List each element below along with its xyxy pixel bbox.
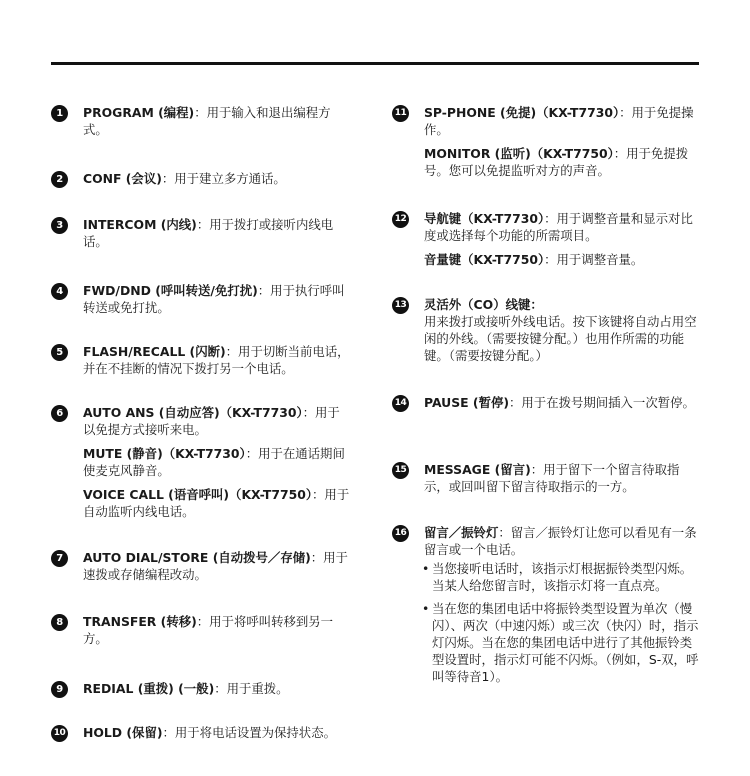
item-label: MUTE (静音)（KX-T7730）	[83, 446, 246, 461]
item-label: 留言／振铃灯	[424, 525, 499, 540]
item-description	[83, 549, 351, 583]
number-badge: 4	[51, 283, 68, 300]
item-flash-recall	[51, 343, 351, 384]
item-label: FWD/DND (呼叫转送/免打扰)	[83, 283, 258, 298]
item-text: ：用于以免提方式接听来电。	[83, 405, 340, 437]
number-badge: 8	[51, 614, 68, 631]
item-pause	[392, 394, 700, 418]
number-badge: 16	[392, 525, 409, 542]
item-description	[424, 210, 700, 244]
item-description	[83, 216, 351, 250]
item-label: AUTO ANS (自动应答)（KX-T7730）	[83, 405, 303, 420]
item-hold	[51, 724, 351, 748]
item-description	[424, 461, 700, 495]
item-description	[424, 313, 700, 364]
item-transfer	[51, 613, 351, 654]
item-description	[83, 613, 351, 647]
bullet-list	[422, 560, 700, 685]
item-text: ：用于输入和退出编程方式。	[83, 105, 331, 137]
item-label: INTERCOM (内线)	[83, 217, 197, 232]
item-text: ：用于重拨。	[214, 681, 289, 696]
item-label: MONITOR (监听)（KX-T7750）	[424, 146, 614, 161]
item-intercom	[51, 216, 351, 257]
item-label: CONF (会议)	[83, 171, 162, 186]
number-badge: 2	[51, 171, 68, 188]
item-description	[83, 404, 351, 438]
item-description	[424, 251, 700, 268]
item-text: ：用于拨打或接听内线电话。	[83, 217, 334, 249]
item-text: ：留言／振铃灯让您可以看见有一条留言或一个电话。	[424, 525, 697, 557]
item-label: PAUSE (暂停)	[424, 395, 510, 410]
item-text: ：用于调整音量。	[544, 252, 644, 267]
bullet-item: • 当在您的集团电话中将振铃类型设置为单次（慢闪）、两次（中速闪烁）或三次（快闪）时，指示灯闪烁。当在您的集团电话中进行了其他振铃类型设置时，指示灯可能不闪烁。（例如，S-双，呼叫等待音1）。	[422, 600, 700, 685]
item-label: TRANSFER (转移)	[83, 614, 197, 629]
number-badge: 7	[51, 550, 68, 567]
number-badge: 3	[51, 217, 68, 234]
item-description	[83, 343, 351, 377]
item-auto-ans	[51, 404, 351, 527]
item-fwd-dnd	[51, 282, 351, 323]
item-label: PROGRAM (编程)	[83, 105, 195, 120]
item-sp-phone	[392, 104, 700, 186]
item-message-ringer-lamp	[392, 524, 700, 691]
number-badge: 11	[392, 105, 409, 122]
item-text: ：用于免提操作。	[424, 105, 694, 137]
number-badge: 14	[392, 395, 409, 412]
number-badge: 15	[392, 462, 409, 479]
item-label: REDIAL (重拨) (一般)	[83, 681, 215, 696]
item-text: ：用于将呼叫转移到另一方。	[83, 614, 334, 646]
item-text: ：用于将电话设置为保持状态。	[162, 725, 336, 740]
item-description	[424, 145, 700, 179]
item-label: 灵活外（CO）线键：	[424, 297, 543, 312]
item-label: HOLD (保留)	[83, 725, 163, 740]
item-text: ：用于建立多方通话。	[161, 171, 286, 186]
item-auto-dial	[51, 549, 351, 590]
item-text: ：用于速拨或存储编程改动。	[83, 550, 348, 582]
item-text: ：用于免提拨号。您可以免提监听对方的声音。	[424, 146, 689, 178]
item-redial	[51, 680, 351, 704]
number-badge: 12	[392, 211, 409, 228]
item-label: VOICE CALL (语音呼叫)（KX-T7750）	[83, 487, 313, 502]
item-text: ：用于自动监听内线电话。	[83, 487, 350, 519]
item-program	[51, 104, 351, 145]
item-label: SP-PHONE (免提)（KX-T7730）	[424, 105, 620, 120]
number-badge: 13	[392, 297, 409, 314]
item-text: ：用于切断当前电话，并在不挂断的情况下拨打另一个电话。	[83, 344, 350, 376]
item-description	[83, 282, 351, 316]
item-description	[83, 445, 351, 479]
number-badge: 9	[51, 681, 68, 698]
item-conf	[51, 170, 351, 194]
item-description	[83, 486, 351, 520]
item-label: 导航键（KX-T7730）	[424, 211, 545, 226]
item-label: 音量键（KX-T7750）	[424, 252, 545, 267]
item-description	[83, 170, 351, 187]
number-badge: 10	[51, 725, 68, 742]
item-description	[424, 296, 700, 313]
item-description	[83, 104, 351, 138]
item-description	[83, 680, 351, 697]
item-text: 用来拨打或接听外线电话。按下该键将自动占用空闲的外线。（需要按键分配。）也用作所需的功能键。（需要按键分配。）	[424, 314, 697, 363]
item-text: ：用于留下一个留言待取指示，或回叫留下留言待取指示的一方。	[424, 462, 680, 494]
item-label: FLASH/RECALL (闪断)	[83, 344, 226, 359]
item-description	[83, 724, 351, 741]
item-label: MESSAGE (留言)	[424, 462, 531, 477]
item-description	[424, 394, 700, 411]
item-co-key	[392, 296, 700, 371]
number-badge: 6	[51, 405, 68, 422]
bullet-item: • 当您接听电话时，该指示灯根据振铃类型闪烁。当某人给您留言时，该指示灯将一直点亮。	[422, 560, 700, 594]
item-description	[424, 104, 700, 138]
item-text: ：用于调整音量和显示对比度或选择每个功能的所需项目。	[424, 211, 693, 243]
item-text: ：用于执行呼叫转送或免打扰。	[83, 283, 345, 315]
item-label: AUTO DIAL/STORE (自动拨号／存储)	[83, 550, 311, 565]
number-badge: 1	[51, 105, 68, 122]
item-navigator-key	[392, 210, 700, 275]
item-message	[392, 461, 700, 502]
header-rule	[51, 62, 699, 65]
number-badge: 5	[51, 344, 68, 361]
item-text: ：用于在拨号期间插入一次暂停。	[509, 395, 695, 410]
item-description	[424, 524, 700, 558]
item-text: ：用于在通话期间使麦克风静音。	[83, 446, 345, 478]
